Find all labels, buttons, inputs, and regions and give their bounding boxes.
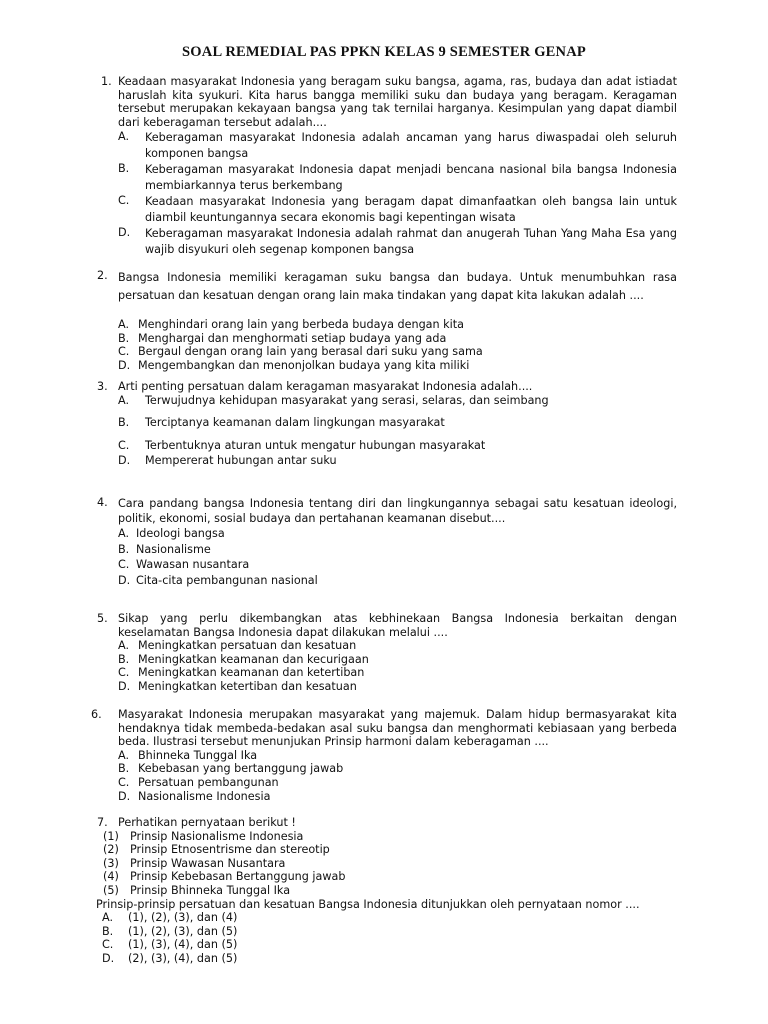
question-stem: Perhatikan pernyataan berikut ! [118, 816, 296, 829]
option-label: C. [118, 438, 130, 452]
option-b [118, 653, 677, 667]
option-label: A. [118, 393, 130, 407]
page-title: SOAL REMEDIAL PAS PPKN KELAS 9 SEMESTER GENAP [182, 44, 586, 60]
option-text: Bhinneka Tunggal Ika [138, 748, 258, 762]
option-label: C. [118, 666, 130, 680]
option-b [118, 162, 677, 194]
question-3 [97, 380, 677, 468]
option-label: A. [118, 639, 130, 653]
option-b [118, 542, 677, 558]
statement-text: Prinsip Bhinneka Tunggal Ika [130, 883, 291, 897]
option-text: Meningkatkan ketertiban dan kesatuan [138, 679, 357, 693]
option-text: (2), (3), (4), dan (5) [128, 951, 238, 965]
option-label: A. [118, 748, 130, 762]
option-b [118, 416, 677, 430]
option-c [118, 345, 677, 359]
option-text: Menghindari orang lain yang berbeda budaya dengan kita [138, 318, 464, 331]
question-5 [97, 612, 677, 694]
question-1 [97, 75, 677, 258]
option-c [102, 938, 677, 952]
statement-5 [103, 884, 677, 898]
question-number: 6. [91, 708, 102, 721]
option-label: D. [102, 951, 115, 965]
option-text: Keberagaman masyarakat Indonesia adalah rahmat dan anugerah Tuhan Yang Maha Esa yang wajib disyukuri oleh segenap komponen bangsa [145, 227, 677, 257]
question-2 [97, 269, 677, 372]
option-text: Kebebasan yang bertanggung jawab [138, 762, 344, 776]
question-7 [97, 816, 677, 966]
option-c [118, 557, 677, 573]
option-d [118, 454, 677, 468]
option-text: (1), (2), (3), dan (5) [128, 924, 238, 938]
option-a [118, 394, 677, 408]
option-text: Nasionalisme [136, 542, 211, 556]
option-label: D. [118, 679, 131, 693]
option-c [118, 194, 677, 226]
option-label: B. [118, 652, 130, 666]
option-d [118, 680, 677, 694]
question-stem: Keadaan masyarakat Indonesia yang beragam suku bangsa, agama, ras, budaya dan adat istiadat haruslah kita syukuri. Kita harus bangga memiliki suku dan budaya yang beragam. Keragaman tersebut merupakan kekayaan bangsa yang tak ternilai harganya. Kesimpulan yang dapat diambil dari keberagaman tersebut adalah.... [118, 75, 677, 129]
option-label: B. [102, 924, 114, 938]
question-number: 5. [97, 612, 108, 625]
option-text: Wawasan nusantara [136, 558, 250, 572]
statement-label: (2) [103, 843, 119, 857]
option-a [102, 911, 677, 925]
option-d [102, 952, 677, 966]
question-number: 7. [97, 816, 108, 829]
option-d [118, 790, 677, 804]
option-b [118, 762, 677, 776]
question-stem: Masyarakat Indonesia merupakan masyarakat yang majemuk. Dalam hidup bermasyarakat kita hendaknya tidak membeda-bedakan asal suku bangsa dan menghormati kebiasaan yang berbeda beda. Ilustrasi tersebut menunjukan Prinsip harmoni dalam keberagaman .... [118, 708, 677, 749]
option-text: Keberagaman masyarakat Indonesia dapat menjadi bencana nasional bila bangsa Indonesia membiarkannya terus berkembang [145, 163, 677, 193]
option-c [118, 776, 677, 790]
question-prompt: Prinsip-prinsip persatuan dan kesatuan Bangsa Indonesia ditunjukkan oleh pernyataan nomor .... [96, 897, 640, 911]
question-stem: Bangsa Indonesia memiliki keragaman suku bangsa dan budaya. Untuk menumbuhkan rasa persatuan dan kesatuan dengan orang lain maka tindakan yang dapat kita lakukan adalah .... [118, 271, 677, 302]
option-d [118, 359, 677, 373]
option-label: A. [118, 527, 130, 540]
statement-text: Prinsip Kebebasan Bertanggung jawab [130, 870, 346, 884]
question-number: 3. [97, 380, 108, 393]
option-label: D. [118, 226, 131, 240]
option-label: D. [118, 454, 131, 468]
option-label: C. [102, 938, 114, 952]
option-label: B. [118, 542, 130, 556]
option-text: Ideologi bangsa [136, 527, 225, 540]
statement-2 [103, 843, 677, 857]
option-text: Keberagaman masyarakat Indonesia adalah ancaman yang harus diwaspadai oleh seluruh komponen bangsa [145, 131, 677, 161]
question-4 [97, 496, 677, 588]
option-label: D. [118, 358, 131, 372]
option-text: Cita-cita pembangunan nasional [136, 573, 318, 587]
statement-text: Prinsip Wawasan Nusantara [130, 856, 286, 870]
statement-label: (5) [103, 883, 119, 897]
option-label: C. [118, 775, 130, 789]
option-text: Terciptanya keamanan dalam lingkungan masyarakat [145, 416, 445, 430]
question-number: 1. [101, 75, 112, 88]
option-text: Meningkatkan persatuan dan kesatuan [138, 639, 357, 653]
question-number: 2. [97, 269, 108, 282]
option-text: Keadaan masyarakat Indonesia yang beragam dapat dimanfaatkan oleh bangsa lain untuk diambil keuntungannya secara ekonomis bagi kepentingan wisata [145, 195, 677, 225]
option-text: (1), (3), (4), dan (5) [128, 938, 238, 952]
statement-3 [103, 857, 677, 871]
option-a [118, 130, 677, 162]
option-label: B. [118, 416, 130, 430]
option-label: D. [118, 789, 131, 803]
option-text: Persatuan pembangunan [138, 775, 279, 789]
option-label: B. [118, 762, 130, 776]
option-c [118, 439, 677, 453]
option-label: A. [118, 318, 130, 331]
statement-label: (4) [103, 870, 119, 884]
question-number: 4. [97, 496, 108, 509]
option-text: Terbentuknya aturan untuk mengatur hubungan masyarakat [145, 438, 486, 452]
option-a [118, 526, 677, 542]
question-6 [91, 708, 677, 803]
option-label: C. [118, 345, 130, 359]
option-text: Mempererat hubungan antar suku [145, 454, 337, 468]
option-a [118, 639, 677, 653]
option-a [118, 318, 677, 332]
option-text: Menghargai dan menghormati setiap budaya yang ada [138, 331, 447, 345]
option-c [118, 666, 677, 680]
option-b [102, 925, 677, 939]
statement-1 [103, 830, 677, 844]
option-text: Meningkatkan keamanan dan kecurigaan [138, 652, 369, 666]
statement-4 [103, 870, 677, 884]
option-a [118, 749, 677, 763]
option-text: (1), (2), (3), dan (4) [128, 911, 238, 925]
option-label: C. [118, 194, 130, 208]
option-b [118, 332, 677, 346]
question-stem: Sikap yang perlu dikembangkan atas kebhinekaan Bangsa Indonesia berkaitan dengan keselamatan Bangsa Indonesia dapat dilakukan melalui .... [118, 612, 677, 639]
option-label: A. [118, 130, 130, 144]
option-text: Mengembangkan dan menonjolkan budaya yang kita miliki [138, 358, 470, 372]
option-text: Terwujudnya kehidupan masyarakat yang serasi, selaras, dan seimbang [145, 393, 549, 407]
option-label: C. [118, 558, 130, 572]
question-stem: Cara pandang bangsa Indonesia tentang diri dan lingkungannya sebagai satu kesatuan ideologi, politik, ekonomi, sosial budaya dan pertahanan keamanan disebut.... [118, 497, 677, 525]
option-label: D. [118, 573, 131, 587]
option-d [118, 226, 677, 258]
statement-text: Prinsip Etnosentrisme dan stereotip [130, 843, 330, 857]
question-stem: Arti penting persatuan dalam keragaman masyarakat Indonesia adalah.... [118, 380, 533, 393]
option-text: Bergaul dengan orang lain yang berasal dari suku yang sama [138, 345, 483, 359]
option-text: Nasionalisme Indonesia [138, 789, 271, 803]
statement-label: (3) [103, 856, 119, 870]
option-label: B. [118, 162, 130, 176]
option-label: A. [102, 911, 114, 925]
option-label: B. [118, 331, 130, 345]
statement-label: (1) [103, 829, 119, 843]
option-d [118, 573, 677, 589]
option-text: Meningkatkan keamanan dan ketertiban [138, 666, 365, 680]
statement-text: Prinsip Nasionalisme Indonesia [130, 829, 304, 843]
